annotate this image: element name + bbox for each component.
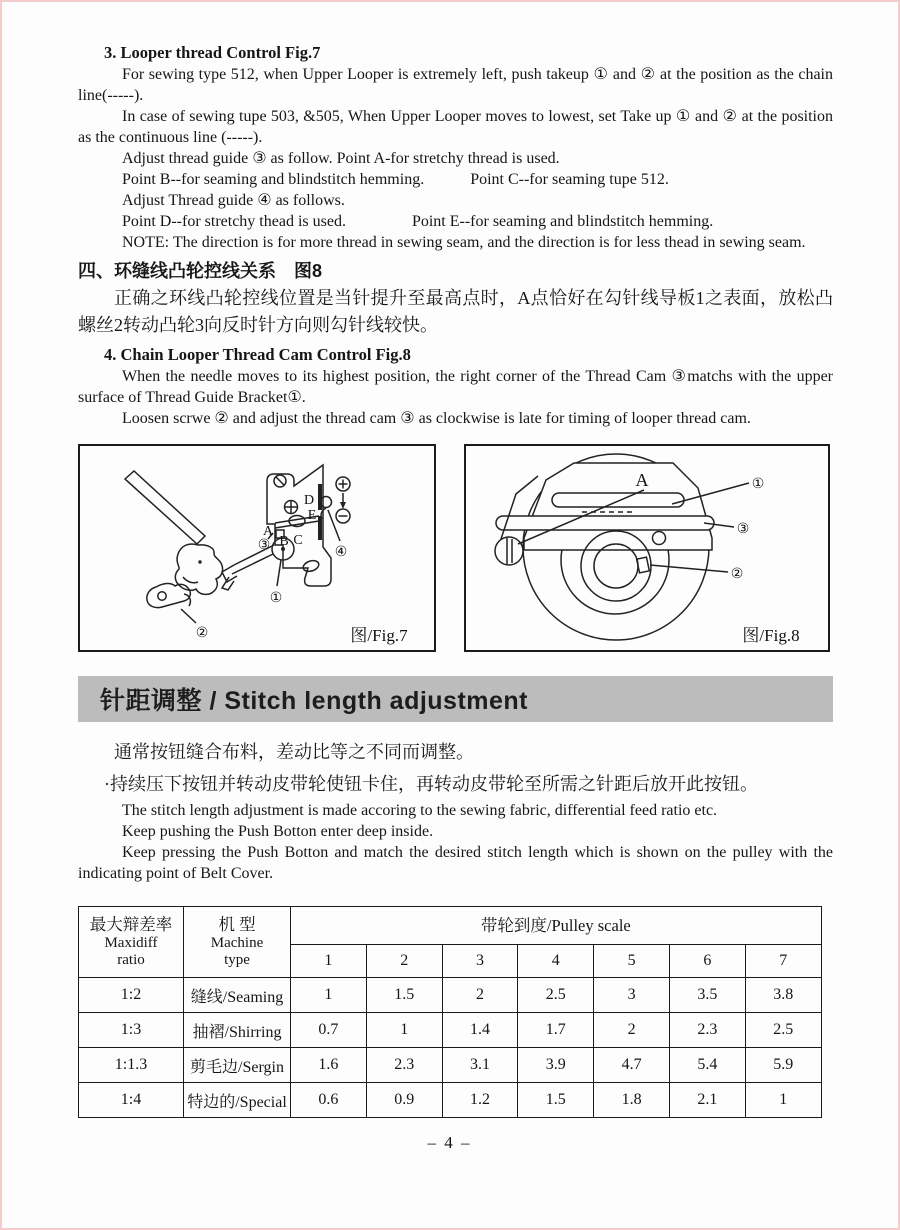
cam-part-2	[147, 583, 196, 623]
section3-paragraph-1: For sewing type 512, when Upper Looper is extremely left, push takeup ① and ② at the position as the chain line(-----).	[78, 66, 834, 104]
stitch-section-title: 针距调整 / Stitch length adjustment	[100, 687, 529, 715]
fig7-label-a: A	[262, 524, 274, 539]
section3-paragraph-4: Adjust Thread guide ④ as follows.	[122, 192, 345, 209]
machine-type-cell: 抽褶/Shirring	[184, 1013, 291, 1048]
machine-type-cell: 缝线/Seaming	[184, 978, 291, 1013]
header-maxdiff	[79, 907, 184, 978]
value-cell: 5.4	[669, 1048, 745, 1083]
page-number: – 4 –	[427, 1133, 472, 1152]
fig8-label-3: ③	[736, 521, 750, 537]
value-cell: 1.4	[442, 1013, 518, 1048]
value-cell: 2.3	[669, 1013, 745, 1048]
scale-col-2: 2	[366, 945, 442, 978]
cam-screw	[637, 557, 650, 573]
value-cell: 1.7	[518, 1013, 594, 1048]
fig7-label-4: ④	[334, 544, 348, 560]
value-cell: 1.8	[594, 1083, 670, 1118]
plus-minus-indicator	[336, 477, 350, 523]
section4-zh-paragraph: 正确之环线凸轮控线位置是当针提升至最高点时，A点恰好在勾针线导板1之表面，放松凸螺丝2转动凸轮3向反时针方向则勾针线较快。	[78, 288, 833, 335]
scale-col-4: 4	[518, 945, 594, 978]
value-cell: 3.9	[518, 1048, 594, 1083]
value-cell: 1	[745, 1083, 821, 1118]
section4-en-heading: 4. Chain Looper Thread Cam Control Fig.8	[104, 345, 411, 364]
value-cell: 2.5	[745, 1013, 821, 1048]
header-machine-type	[184, 907, 291, 978]
fig7-label-2: ②	[195, 625, 209, 641]
value-cell: 3.8	[745, 978, 821, 1013]
stitch-en-line1: The stitch length adjustment is made accoring to the sewing fabric, differential feed ratio etc.	[122, 802, 718, 819]
point-c-text: Point C--for seaming tupe 512.	[470, 171, 669, 188]
figure-7	[78, 444, 436, 652]
stitch-zh-line2: ·持续压下按钮并转动皮带轮使钮卡住，再转动皮带轮至所需之针距后放开此按钮。	[104, 774, 758, 794]
thread-guide-bracket	[267, 465, 340, 586]
figure-7-drawing	[80, 446, 434, 650]
fig8-label-1: ①	[751, 476, 765, 492]
stitch-zh-line1: 通常按钮缝合布料，差动比等之不同而调整。	[114, 742, 474, 762]
header-machine-zh: 机 型	[218, 915, 256, 934]
figure-row	[78, 444, 833, 652]
ratio-cell: 1:4	[79, 1083, 184, 1118]
machine-type-cell: 特边的/Special	[184, 1083, 291, 1118]
table-row-special	[79, 1083, 822, 1118]
value-cell: 2	[594, 1013, 670, 1048]
value-cell: 2.1	[669, 1083, 745, 1118]
section3-note: NOTE: The direction is for more thread in sewing seam, and the direction is for less thead in sewing seam.	[122, 234, 806, 251]
section3-points-bc	[78, 169, 833, 190]
section3-paragraph-2: In case of sewing tupe 503, &505, When Upper Looper moves to lowest, set Take up ① and ② at the position as the continuous line (-----).	[78, 108, 833, 146]
looper-lever-part	[125, 471, 223, 594]
ratio-cell: 1:3	[79, 1013, 184, 1048]
header-maxdiff-zh: 最大辩差率	[89, 915, 173, 934]
section3-points-de	[78, 211, 833, 232]
stitch-en-line3: Keep pressing the Push Botton and match the desired stitch length which is shown on the pulley with the indicating point of Belt Cover.	[78, 844, 833, 882]
scale-col-3: 3	[442, 945, 518, 978]
table-row-serging	[79, 1048, 822, 1083]
value-cell: 2.5	[518, 978, 594, 1013]
value-cell: 1.5	[518, 1083, 594, 1118]
ratio-cell: 1:2	[79, 978, 184, 1013]
value-cell: 3.5	[669, 978, 745, 1013]
fig7-label-d: D	[303, 493, 315, 508]
header-machine-en2: type	[224, 952, 250, 968]
section3-heading: 3. Looper thread Control Fig.7	[104, 43, 321, 62]
value-cell: 1.2	[442, 1083, 518, 1118]
fig8-label-2: ②	[730, 566, 744, 582]
section4-paragraph-1: When the needle moves to its highest position, the right corner of the Thread Cam ③matchs with the upper surface of Thread Guide Bracket①.	[78, 368, 833, 406]
header-maxdiff-en2: ratio	[117, 952, 145, 968]
figure-8	[464, 444, 830, 652]
figure-8-drawing	[466, 446, 828, 650]
value-cell: 2	[442, 978, 518, 1013]
fig7-label-3: ③	[257, 537, 271, 553]
fig7-label-1: ①	[269, 590, 283, 606]
pulley-cam-assembly	[495, 454, 749, 640]
point-b-text: Point B--for seaming and blindstitch hemming.	[122, 171, 425, 188]
pulley-scale-table	[78, 906, 822, 1118]
stitch-en-line2: Keep pushing the Push Botton enter deep inside.	[122, 823, 434, 840]
value-cell: 4.7	[594, 1048, 670, 1083]
header-maxdiff-en1: Maxidiff	[104, 935, 158, 951]
value-cell: 5.9	[745, 1048, 821, 1083]
fig7-label-c: C	[293, 533, 303, 548]
value-cell: 1	[291, 978, 367, 1013]
value-cell: 3	[594, 978, 670, 1013]
stitch-section-header	[78, 676, 833, 722]
fig8-label-a: A	[635, 470, 649, 490]
value-cell: 1.6	[291, 1048, 367, 1083]
scale-col-7: 7	[745, 945, 821, 978]
scale-col-5: 5	[594, 945, 670, 978]
value-cell: 0.6	[291, 1083, 367, 1118]
value-cell: 2.3	[366, 1048, 442, 1083]
section4-zh-heading: 四、环缝线凸轮控线关系 图8	[78, 261, 323, 281]
point-e-text: Point E--for seaming and blindstitch hemming.	[411, 213, 714, 230]
value-cell: 0.7	[291, 1013, 367, 1048]
fig7-caption: 图/Fig.7	[350, 626, 408, 645]
scale-col-6: 6	[669, 945, 745, 978]
header-pulley-scale: 带轮到度/Pulley scale	[291, 907, 822, 945]
section4-paragraph-2: Loosen scrwe ② and adjust the thread cam ③ as clockwise is late for timing of looper thread cam.	[122, 410, 751, 427]
machine-type-cell: 剪毛边/Sergin	[184, 1048, 291, 1083]
ratio-cell: 1:1.3	[79, 1048, 184, 1083]
value-cell: 1.5	[366, 978, 442, 1013]
screw-head-icon	[495, 537, 523, 565]
header-machine-en1: Machine	[210, 935, 264, 951]
value-cell: 0.9	[366, 1083, 442, 1118]
table-row-shirring	[79, 1013, 822, 1048]
fig7-label-e: E	[307, 508, 317, 523]
value-cell: 3.1	[442, 1048, 518, 1083]
section3-paragraph-3: Adjust thread guide ③ as follow. Point A-for stretchy thread is used.	[122, 150, 560, 167]
fig7-label-b: B	[279, 534, 289, 549]
point-d-text: Point D--for stretchy thead is used.	[122, 213, 346, 230]
table-row-seaming	[79, 978, 822, 1013]
value-cell: 1	[366, 1013, 442, 1048]
arrow-down-icon	[340, 502, 346, 509]
fig8-caption: 图/Fig.8	[742, 626, 800, 645]
scale-col-1: 1	[291, 945, 367, 978]
